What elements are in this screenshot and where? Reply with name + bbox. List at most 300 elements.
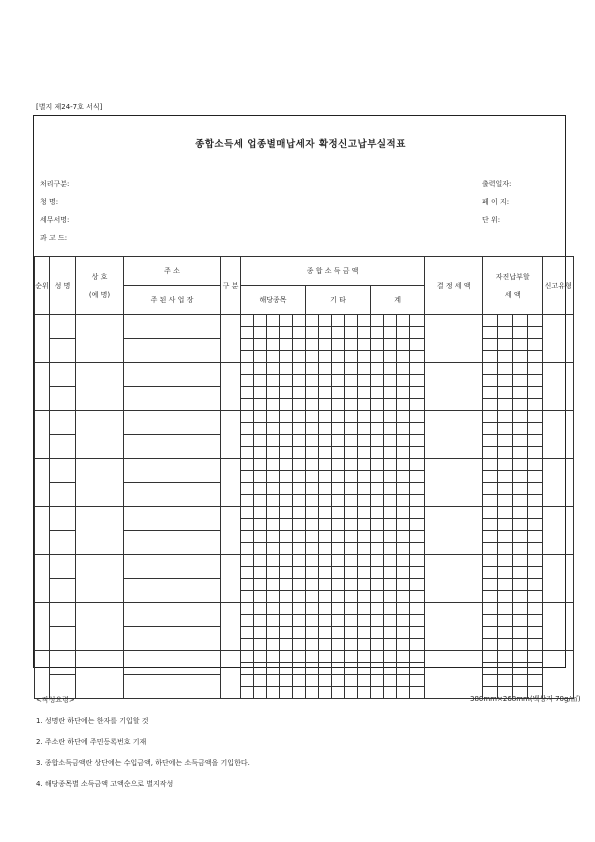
cell-self-pay-digit[interactable] <box>513 555 528 567</box>
cell-income-digit[interactable] <box>345 483 358 495</box>
cell-income-digit[interactable] <box>397 423 410 435</box>
cell-income-digit[interactable] <box>280 471 293 483</box>
cell-self-pay-digit[interactable] <box>498 399 513 411</box>
cell-income-digit[interactable] <box>332 351 345 363</box>
cell-income-digit[interactable] <box>241 375 254 387</box>
cell-income-digit[interactable] <box>293 519 306 531</box>
cell-income-digit[interactable] <box>241 471 254 483</box>
cell-self-pay-digit[interactable] <box>513 423 528 435</box>
cell-income-digit[interactable] <box>267 363 280 375</box>
cell-report-type[interactable] <box>543 459 574 507</box>
cell-income-digit[interactable] <box>332 567 345 579</box>
cell-income-digit[interactable] <box>384 543 397 555</box>
cell-income-digit[interactable] <box>267 519 280 531</box>
cell-income-digit[interactable] <box>280 315 293 327</box>
cell-income-digit[interactable] <box>267 435 280 447</box>
cell-income-digit[interactable] <box>254 651 267 663</box>
cell-income-digit[interactable] <box>254 435 267 447</box>
cell-seq[interactable] <box>35 459 50 507</box>
cell-self-pay-digit[interactable] <box>528 639 543 651</box>
cell-income-digit[interactable] <box>332 399 345 411</box>
cell-income-digit[interactable] <box>280 519 293 531</box>
cell-income-digit[interactable] <box>241 603 254 615</box>
cell-income-digit[interactable] <box>410 555 425 567</box>
cell-income-digit[interactable] <box>254 483 267 495</box>
cell-self-pay-digit[interactable] <box>513 435 528 447</box>
cell-income-digit[interactable] <box>345 411 358 423</box>
cell-income-digit[interactable] <box>410 603 425 615</box>
cell-name[interactable] <box>50 579 76 603</box>
cell-income-digit[interactable] <box>280 675 293 687</box>
cell-income-digit[interactable] <box>410 435 425 447</box>
cell-income-digit[interactable] <box>358 519 371 531</box>
cell-income-digit[interactable] <box>306 495 319 507</box>
cell-self-pay-digit[interactable] <box>528 507 543 519</box>
cell-income-digit[interactable] <box>358 315 371 327</box>
cell-income-digit[interactable] <box>280 483 293 495</box>
cell-income-digit[interactable] <box>332 615 345 627</box>
cell-income-digit[interactable] <box>410 615 425 627</box>
cell-self-pay-digit[interactable] <box>528 447 543 459</box>
cell-self-pay-digit[interactable] <box>528 555 543 567</box>
cell-income-digit[interactable] <box>293 639 306 651</box>
cell-income-digit[interactable] <box>371 507 384 519</box>
cell-income-digit[interactable] <box>358 651 371 663</box>
cell-income-digit[interactable] <box>306 651 319 663</box>
cell-self-pay-digit[interactable] <box>528 627 543 639</box>
cell-determined-tax[interactable] <box>425 603 483 651</box>
cell-income-digit[interactable] <box>319 483 332 495</box>
cell-income-digit[interactable] <box>241 531 254 543</box>
cell-income-digit[interactable] <box>410 639 425 651</box>
cell-name[interactable] <box>50 363 76 387</box>
cell-name[interactable] <box>50 411 76 435</box>
cell-address[interactable] <box>124 411 221 435</box>
cell-self-pay-digit[interactable] <box>528 327 543 339</box>
cell-income-digit[interactable] <box>267 483 280 495</box>
cell-income-digit[interactable] <box>280 663 293 675</box>
cell-self-pay-digit[interactable] <box>513 387 528 399</box>
cell-income-digit[interactable] <box>293 351 306 363</box>
cell-income-digit[interactable] <box>397 555 410 567</box>
cell-self-pay-digit[interactable] <box>513 399 528 411</box>
cell-self-pay-digit[interactable] <box>513 507 528 519</box>
cell-trade[interactable] <box>76 363 124 411</box>
cell-income-digit[interactable] <box>410 651 425 663</box>
cell-trade[interactable] <box>76 507 124 555</box>
cell-income-digit[interactable] <box>332 591 345 603</box>
cell-income-digit[interactable] <box>306 567 319 579</box>
cell-income-digit[interactable] <box>306 627 319 639</box>
cell-income-digit[interactable] <box>280 507 293 519</box>
cell-income-digit[interactable] <box>293 423 306 435</box>
cell-self-pay-digit[interactable] <box>528 423 543 435</box>
cell-income-digit[interactable] <box>306 531 319 543</box>
cell-income-digit[interactable] <box>280 531 293 543</box>
cell-address[interactable] <box>124 603 221 627</box>
cell-income-digit[interactable] <box>410 447 425 459</box>
cell-report-type[interactable] <box>543 315 574 363</box>
cell-income-digit[interactable] <box>241 387 254 399</box>
cell-income-digit[interactable] <box>319 423 332 435</box>
cell-income-digit[interactable] <box>280 423 293 435</box>
cell-income-digit[interactable] <box>319 555 332 567</box>
cell-income-digit[interactable] <box>241 579 254 591</box>
cell-self-pay-digit[interactable] <box>483 567 498 579</box>
cell-income-digit[interactable] <box>410 663 425 675</box>
cell-report-type[interactable] <box>543 507 574 555</box>
cell-income-digit[interactable] <box>371 555 384 567</box>
cell-income-digit[interactable] <box>332 675 345 687</box>
cell-income-digit[interactable] <box>319 651 332 663</box>
cell-self-pay-digit[interactable] <box>498 579 513 591</box>
cell-income-digit[interactable] <box>332 627 345 639</box>
cell-income-digit[interactable] <box>319 339 332 351</box>
cell-income-digit[interactable] <box>345 651 358 663</box>
cell-income-digit[interactable] <box>384 495 397 507</box>
cell-income-digit[interactable] <box>241 423 254 435</box>
cell-self-pay-digit[interactable] <box>513 627 528 639</box>
cell-income-digit[interactable] <box>397 327 410 339</box>
cell-trade[interactable] <box>76 459 124 507</box>
cell-address[interactable] <box>124 579 221 603</box>
cell-income-digit[interactable] <box>293 363 306 375</box>
cell-income-digit[interactable] <box>254 603 267 615</box>
cell-division[interactable] <box>221 603 241 651</box>
cell-self-pay-digit[interactable] <box>498 519 513 531</box>
cell-income-digit[interactable] <box>306 435 319 447</box>
cell-income-digit[interactable] <box>410 543 425 555</box>
cell-income-digit[interactable] <box>397 387 410 399</box>
cell-income-digit[interactable] <box>358 675 371 687</box>
cell-income-digit[interactable] <box>319 615 332 627</box>
cell-address[interactable] <box>124 483 221 507</box>
cell-self-pay-digit[interactable] <box>483 363 498 375</box>
cell-income-digit[interactable] <box>267 399 280 411</box>
cell-income-digit[interactable] <box>371 435 384 447</box>
cell-self-pay-digit[interactable] <box>513 675 528 687</box>
cell-income-digit[interactable] <box>306 387 319 399</box>
cell-income-digit[interactable] <box>319 351 332 363</box>
cell-income-digit[interactable] <box>306 327 319 339</box>
cell-income-digit[interactable] <box>358 339 371 351</box>
cell-income-digit[interactable] <box>397 351 410 363</box>
cell-income-digit[interactable] <box>384 507 397 519</box>
cell-self-pay-digit[interactable] <box>483 627 498 639</box>
cell-income-digit[interactable] <box>410 387 425 399</box>
cell-report-type[interactable] <box>543 411 574 459</box>
cell-income-digit[interactable] <box>410 483 425 495</box>
cell-income-digit[interactable] <box>397 675 410 687</box>
cell-self-pay-digit[interactable] <box>498 675 513 687</box>
cell-income-digit[interactable] <box>306 399 319 411</box>
cell-income-digit[interactable] <box>332 315 345 327</box>
cell-name[interactable] <box>50 507 76 531</box>
cell-income-digit[interactable] <box>371 327 384 339</box>
cell-income-digit[interactable] <box>345 639 358 651</box>
cell-self-pay-digit[interactable] <box>513 483 528 495</box>
cell-name[interactable] <box>50 339 76 363</box>
cell-income-digit[interactable] <box>358 375 371 387</box>
cell-self-pay-digit[interactable] <box>498 483 513 495</box>
cell-income-digit[interactable] <box>358 663 371 675</box>
cell-income-digit[interactable] <box>384 483 397 495</box>
cell-income-digit[interactable] <box>254 567 267 579</box>
cell-income-digit[interactable] <box>371 663 384 675</box>
cell-income-digit[interactable] <box>241 495 254 507</box>
cell-income-digit[interactable] <box>306 423 319 435</box>
cell-income-digit[interactable] <box>267 651 280 663</box>
cell-income-digit[interactable] <box>397 411 410 423</box>
cell-income-digit[interactable] <box>332 339 345 351</box>
cell-income-digit[interactable] <box>345 447 358 459</box>
cell-self-pay-digit[interactable] <box>528 603 543 615</box>
cell-income-digit[interactable] <box>371 423 384 435</box>
cell-name[interactable] <box>50 483 76 507</box>
cell-income-digit[interactable] <box>384 531 397 543</box>
cell-income-digit[interactable] <box>280 603 293 615</box>
cell-income-digit[interactable] <box>293 387 306 399</box>
cell-income-digit[interactable] <box>345 435 358 447</box>
cell-income-digit[interactable] <box>293 411 306 423</box>
cell-income-digit[interactable] <box>267 423 280 435</box>
cell-income-digit[interactable] <box>241 363 254 375</box>
cell-income-digit[interactable] <box>332 603 345 615</box>
cell-income-digit[interactable] <box>319 687 332 699</box>
cell-income-digit[interactable] <box>410 411 425 423</box>
cell-income-digit[interactable] <box>397 459 410 471</box>
cell-income-digit[interactable] <box>280 687 293 699</box>
cell-name[interactable] <box>50 315 76 339</box>
cell-income-digit[interactable] <box>410 531 425 543</box>
cell-income-digit[interactable] <box>293 483 306 495</box>
cell-income-digit[interactable] <box>254 531 267 543</box>
cell-income-digit[interactable] <box>306 663 319 675</box>
cell-income-digit[interactable] <box>254 363 267 375</box>
cell-trade[interactable] <box>76 411 124 459</box>
cell-income-digit[interactable] <box>241 663 254 675</box>
cell-income-digit[interactable] <box>332 639 345 651</box>
cell-income-digit[interactable] <box>358 399 371 411</box>
cell-address[interactable] <box>124 507 221 531</box>
cell-income-digit[interactable] <box>371 591 384 603</box>
cell-income-digit[interactable] <box>319 387 332 399</box>
cell-income-digit[interactable] <box>319 531 332 543</box>
cell-income-digit[interactable] <box>254 663 267 675</box>
cell-income-digit[interactable] <box>371 687 384 699</box>
cell-income-digit[interactable] <box>397 639 410 651</box>
cell-self-pay-digit[interactable] <box>528 339 543 351</box>
cell-income-digit[interactable] <box>332 423 345 435</box>
cell-income-digit[interactable] <box>410 351 425 363</box>
cell-name[interactable] <box>50 555 76 579</box>
cell-income-digit[interactable] <box>241 651 254 663</box>
cell-address[interactable] <box>124 459 221 483</box>
cell-income-digit[interactable] <box>397 447 410 459</box>
cell-income-digit[interactable] <box>397 591 410 603</box>
cell-income-digit[interactable] <box>397 399 410 411</box>
cell-name[interactable] <box>50 603 76 627</box>
cell-income-digit[interactable] <box>319 315 332 327</box>
cell-income-digit[interactable] <box>371 627 384 639</box>
cell-income-digit[interactable] <box>267 387 280 399</box>
cell-income-digit[interactable] <box>410 507 425 519</box>
cell-income-digit[interactable] <box>332 411 345 423</box>
cell-income-digit[interactable] <box>358 555 371 567</box>
cell-income-digit[interactable] <box>384 423 397 435</box>
cell-income-digit[interactable] <box>319 663 332 675</box>
cell-seq[interactable] <box>35 315 50 363</box>
cell-income-digit[interactable] <box>306 543 319 555</box>
cell-income-digit[interactable] <box>358 495 371 507</box>
cell-income-digit[interactable] <box>358 483 371 495</box>
cell-trade[interactable] <box>76 555 124 603</box>
cell-income-digit[interactable] <box>358 543 371 555</box>
cell-income-digit[interactable] <box>384 555 397 567</box>
cell-self-pay-digit[interactable] <box>528 543 543 555</box>
cell-self-pay-digit[interactable] <box>498 327 513 339</box>
cell-income-digit[interactable] <box>410 459 425 471</box>
cell-self-pay-digit[interactable] <box>513 447 528 459</box>
cell-income-digit[interactable] <box>384 363 397 375</box>
cell-income-digit[interactable] <box>397 615 410 627</box>
cell-income-digit[interactable] <box>319 627 332 639</box>
cell-self-pay-digit[interactable] <box>528 363 543 375</box>
cell-self-pay-digit[interactable] <box>498 567 513 579</box>
cell-income-digit[interactable] <box>241 399 254 411</box>
cell-income-digit[interactable] <box>371 495 384 507</box>
cell-self-pay-digit[interactable] <box>498 411 513 423</box>
cell-income-digit[interactable] <box>293 447 306 459</box>
cell-self-pay-digit[interactable] <box>528 519 543 531</box>
cell-income-digit[interactable] <box>306 315 319 327</box>
cell-income-digit[interactable] <box>345 423 358 435</box>
cell-income-digit[interactable] <box>384 351 397 363</box>
cell-income-digit[interactable] <box>371 411 384 423</box>
cell-income-digit[interactable] <box>371 315 384 327</box>
cell-income-digit[interactable] <box>384 447 397 459</box>
cell-self-pay-digit[interactable] <box>483 555 498 567</box>
cell-income-digit[interactable] <box>332 447 345 459</box>
cell-income-digit[interactable] <box>345 603 358 615</box>
cell-income-digit[interactable] <box>306 555 319 567</box>
cell-income-digit[interactable] <box>319 567 332 579</box>
cell-income-digit[interactable] <box>319 411 332 423</box>
cell-self-pay-digit[interactable] <box>498 351 513 363</box>
cell-income-digit[interactable] <box>319 675 332 687</box>
cell-self-pay-digit[interactable] <box>483 387 498 399</box>
cell-self-pay-digit[interactable] <box>513 663 528 675</box>
cell-income-digit[interactable] <box>384 639 397 651</box>
cell-income-digit[interactable] <box>371 459 384 471</box>
cell-self-pay-digit[interactable] <box>513 615 528 627</box>
cell-self-pay-digit[interactable] <box>498 459 513 471</box>
cell-income-digit[interactable] <box>384 519 397 531</box>
cell-income-digit[interactable] <box>280 351 293 363</box>
cell-income-digit[interactable] <box>254 447 267 459</box>
cell-income-digit[interactable] <box>332 375 345 387</box>
cell-income-digit[interactable] <box>293 591 306 603</box>
cell-income-digit[interactable] <box>293 615 306 627</box>
cell-income-digit[interactable] <box>358 579 371 591</box>
cell-self-pay-digit[interactable] <box>528 435 543 447</box>
cell-income-digit[interactable] <box>358 411 371 423</box>
cell-income-digit[interactable] <box>306 363 319 375</box>
cell-income-digit[interactable] <box>267 447 280 459</box>
cell-income-digit[interactable] <box>306 591 319 603</box>
cell-income-digit[interactable] <box>410 567 425 579</box>
cell-income-digit[interactable] <box>371 339 384 351</box>
cell-income-digit[interactable] <box>267 687 280 699</box>
cell-income-digit[interactable] <box>306 483 319 495</box>
cell-income-digit[interactable] <box>267 675 280 687</box>
cell-income-digit[interactable] <box>293 435 306 447</box>
cell-self-pay-digit[interactable] <box>528 687 543 699</box>
cell-division[interactable] <box>221 507 241 555</box>
cell-income-digit[interactable] <box>345 327 358 339</box>
cell-address[interactable] <box>124 435 221 459</box>
cell-income-digit[interactable] <box>293 603 306 615</box>
cell-self-pay-digit[interactable] <box>483 675 498 687</box>
cell-income-digit[interactable] <box>332 543 345 555</box>
cell-income-digit[interactable] <box>293 459 306 471</box>
cell-income-digit[interactable] <box>358 507 371 519</box>
cell-income-digit[interactable] <box>332 471 345 483</box>
cell-income-digit[interactable] <box>267 411 280 423</box>
cell-income-digit[interactable] <box>267 579 280 591</box>
cell-income-digit[interactable] <box>306 507 319 519</box>
cell-self-pay-digit[interactable] <box>483 579 498 591</box>
cell-income-digit[interactable] <box>332 459 345 471</box>
cell-income-digit[interactable] <box>254 579 267 591</box>
cell-income-digit[interactable] <box>319 447 332 459</box>
cell-self-pay-digit[interactable] <box>483 495 498 507</box>
cell-income-digit[interactable] <box>397 579 410 591</box>
cell-determined-tax[interactable] <box>425 411 483 459</box>
cell-income-digit[interactable] <box>345 339 358 351</box>
cell-self-pay-digit[interactable] <box>513 603 528 615</box>
cell-income-digit[interactable] <box>371 375 384 387</box>
cell-determined-tax[interactable] <box>425 363 483 411</box>
cell-self-pay-digit[interactable] <box>513 687 528 699</box>
cell-income-digit[interactable] <box>345 507 358 519</box>
cell-determined-tax[interactable] <box>425 315 483 363</box>
cell-income-digit[interactable] <box>345 615 358 627</box>
cell-income-digit[interactable] <box>293 627 306 639</box>
cell-income-digit[interactable] <box>371 363 384 375</box>
cell-self-pay-digit[interactable] <box>513 363 528 375</box>
cell-income-digit[interactable] <box>397 315 410 327</box>
cell-income-digit[interactable] <box>306 615 319 627</box>
cell-income-digit[interactable] <box>267 459 280 471</box>
cell-self-pay-digit[interactable] <box>528 351 543 363</box>
cell-self-pay-digit[interactable] <box>483 375 498 387</box>
cell-income-digit[interactable] <box>345 459 358 471</box>
cell-self-pay-digit[interactable] <box>498 375 513 387</box>
cell-self-pay-digit[interactable] <box>528 387 543 399</box>
cell-income-digit[interactable] <box>345 363 358 375</box>
cell-income-digit[interactable] <box>371 387 384 399</box>
cell-income-digit[interactable] <box>332 531 345 543</box>
cell-income-digit[interactable] <box>241 435 254 447</box>
cell-income-digit[interactable] <box>371 579 384 591</box>
cell-income-digit[interactable] <box>254 387 267 399</box>
cell-income-digit[interactable] <box>358 447 371 459</box>
cell-income-digit[interactable] <box>358 615 371 627</box>
cell-income-digit[interactable] <box>241 543 254 555</box>
cell-income-digit[interactable] <box>345 387 358 399</box>
cell-division[interactable] <box>221 315 241 363</box>
